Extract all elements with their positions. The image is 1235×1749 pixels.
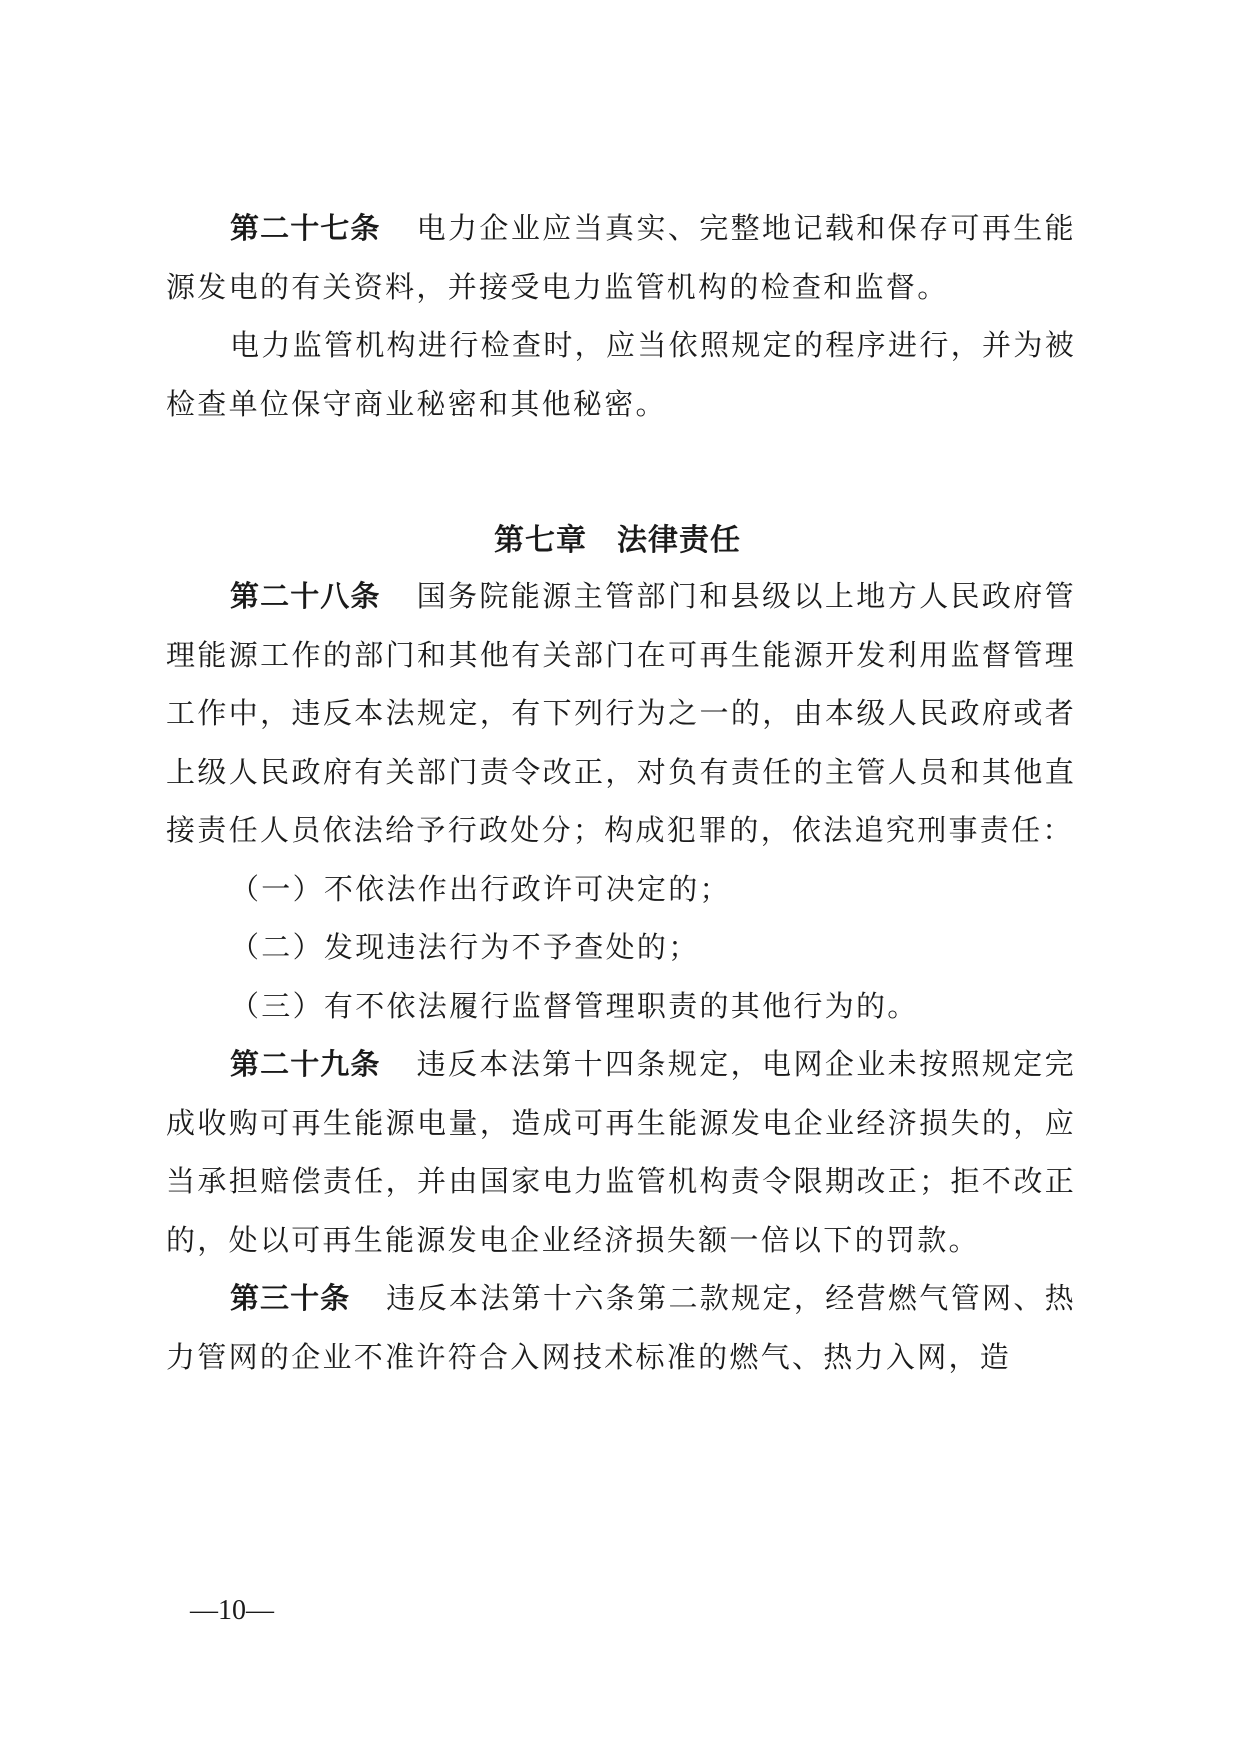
article-27-text: 电力企业应当真实、完整地记载和保存可再生能源发电的有关资料，并接受电力监管机构的检查和监督。 (166, 211, 1076, 304)
article-27-paragraph-1 (166, 199, 1076, 316)
article-27-number: 第二十七条 (230, 211, 381, 245)
article-28-item-3: （三）有不依法履行监督管理职责的其他行为的。 (230, 988, 919, 1023)
article-29-text: 违反本法第十四条规定，电网企业未按照规定完成收购可再生能源电量，造成可再生能源发电企业经济损失的，应当承担赔偿责任，并由国家电力监管机构责令限期改正；拒不改正的，处以可再生能源发电企业经济损失额一倍以下的罚款。 (166, 1047, 1076, 1257)
article-29-paragraph (166, 1035, 1076, 1269)
article-28-paragraph (166, 567, 1076, 860)
page-number: —10— (190, 1595, 274, 1626)
article-30-text: 违反本法第十六条第二款规定，经营燃气管网、热力管网的企业不准许符合入网技术标准的燃气、热力入网，造 (166, 1281, 1076, 1374)
article-29-number: 第二十九条 (230, 1047, 381, 1081)
article-28-item-1: （一）不依法作出行政许可决定的； (230, 871, 731, 906)
article-27-paragraph-2: 电力监管机构进行检查时，应当依照规定的程序进行，并为被检查单位保守商业秘密和其他秘密。 (166, 328, 1076, 421)
article-28-item-2: （二）发现违法行为不予查处的； (230, 930, 700, 964)
article-30-paragraph (166, 1269, 1076, 1386)
article-28-number: 第二十八条 (230, 579, 381, 613)
chapter-heading (0, 515, 1235, 559)
article-30-number: 第三十条 (230, 1281, 351, 1315)
article-28-to-30-block (166, 567, 1076, 1386)
chapter-title: 法律责任 (617, 523, 741, 558)
article-27-block (166, 199, 1076, 433)
article-28-text: 国务院能源主管部门和县级以上地方人民政府管理能源工作的部门和其他有关部门在可再生能源开发利用监督管理工作中，违反本法规定，有下列行为之一的，由本级人民政府或者上级人民政府有关部门责令改正，对负有责任的主管人员和其他直接责任人员依法给予行政处分；构成犯罪的，依法追究刑事责任： (166, 579, 1076, 847)
chapter-number: 第七章 (494, 523, 587, 558)
